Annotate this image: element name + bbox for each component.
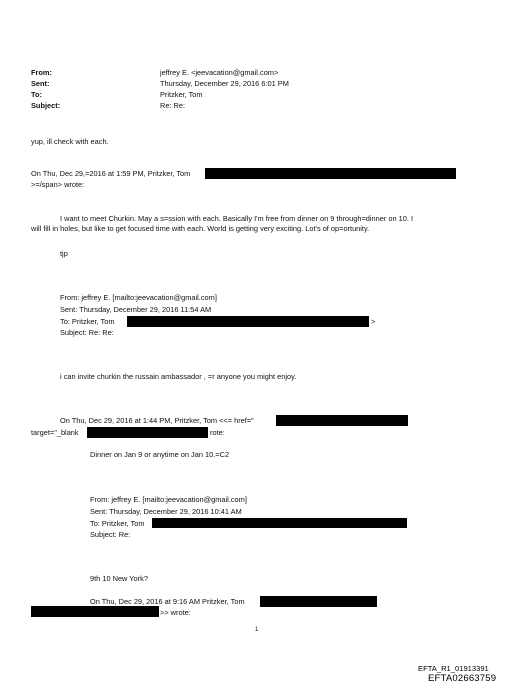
redaction-bar	[127, 316, 369, 327]
fwd1-subject: Subject: Re: Re:	[60, 328, 114, 337]
fwd2-from: From: jeffrey E. [mailto:jeevacation@gmail.com]	[90, 495, 247, 504]
page-number: 1	[255, 627, 259, 633]
signature: tjp	[60, 249, 68, 258]
subject-label: Subject:	[31, 101, 61, 110]
from-label: From:	[31, 68, 52, 77]
message4: 9th 10 New York?	[90, 574, 148, 583]
redaction-bar	[152, 518, 407, 528]
message3: Dinner on Jan 9 or anytime on Jan 10.=C2	[90, 450, 230, 459]
quote1-line2: >=/span> wrote:	[31, 180, 85, 189]
message1-line1: I want to meet Churkin. May a s=ssion with each. Basically I'm free from dinner on 9 through=dinner on 10. I	[60, 214, 414, 223]
message2: i can invite churkin the russain ambassador , =r anyone you might enjoy.	[60, 372, 297, 381]
sent-value: Thursday, December 29, 2016 6:01 PM	[160, 79, 289, 88]
redaction-bar	[205, 168, 456, 179]
redaction-bar	[31, 606, 159, 617]
fwd1-to: To: Pritzker, Tom	[60, 317, 115, 326]
to-value: Pritzker, Tom	[160, 90, 203, 99]
quote2-line2-start: target="_blank	[31, 428, 79, 437]
fwd1-from: From: jeffrey E. [mailto:jeevacation@gmail.com]	[60, 293, 217, 302]
bates-ref-1: EFTA_R1_01913391	[418, 664, 489, 673]
reply-text: yup, ill check with each.	[31, 137, 109, 146]
fwd1-sent: Sent: Thursday, December 29, 2016 11:54 AM	[60, 305, 212, 314]
quote2-line2-end: rote:	[210, 428, 225, 437]
subject-value: Re: Re:	[160, 101, 186, 110]
redaction-bar	[276, 415, 408, 426]
quote2-line1: On Thu, Dec 29, 2016 at 1:44 PM, Pritzker, Tom <<= href="	[60, 416, 254, 425]
message1-line2: will fill in holes, but like to get focused time with each. World is getting very exciting. Lot's of op=ortunity.	[31, 224, 370, 233]
fwd2-to: To: Pritzker, Tom	[90, 519, 145, 528]
fwd2-subject: Subject: Re:	[90, 530, 131, 539]
redaction-bar	[260, 596, 377, 607]
redaction-bar	[87, 427, 208, 438]
fwd1-to-end: >	[371, 317, 376, 326]
quote3-line2: >> wrote:	[160, 608, 191, 617]
quote1-line1: On Thu, Dec 29,=2016 at 1:59 PM, Pritzker, Tom	[31, 169, 191, 178]
sent-label: Sent:	[31, 79, 50, 88]
from-value: jeffrey E. <jeevacation@gmail.com>	[160, 68, 279, 77]
to-label: To:	[31, 90, 42, 99]
quote3-line1: On Thu, Dec 29, 2016 at 9:16 AM Pritzker, Tom	[90, 597, 245, 606]
fwd2-sent: Sent: Thursday, December 29, 2016 10:41 AM	[90, 507, 242, 516]
bates-ref-2: EFTA02663759	[428, 673, 497, 684]
